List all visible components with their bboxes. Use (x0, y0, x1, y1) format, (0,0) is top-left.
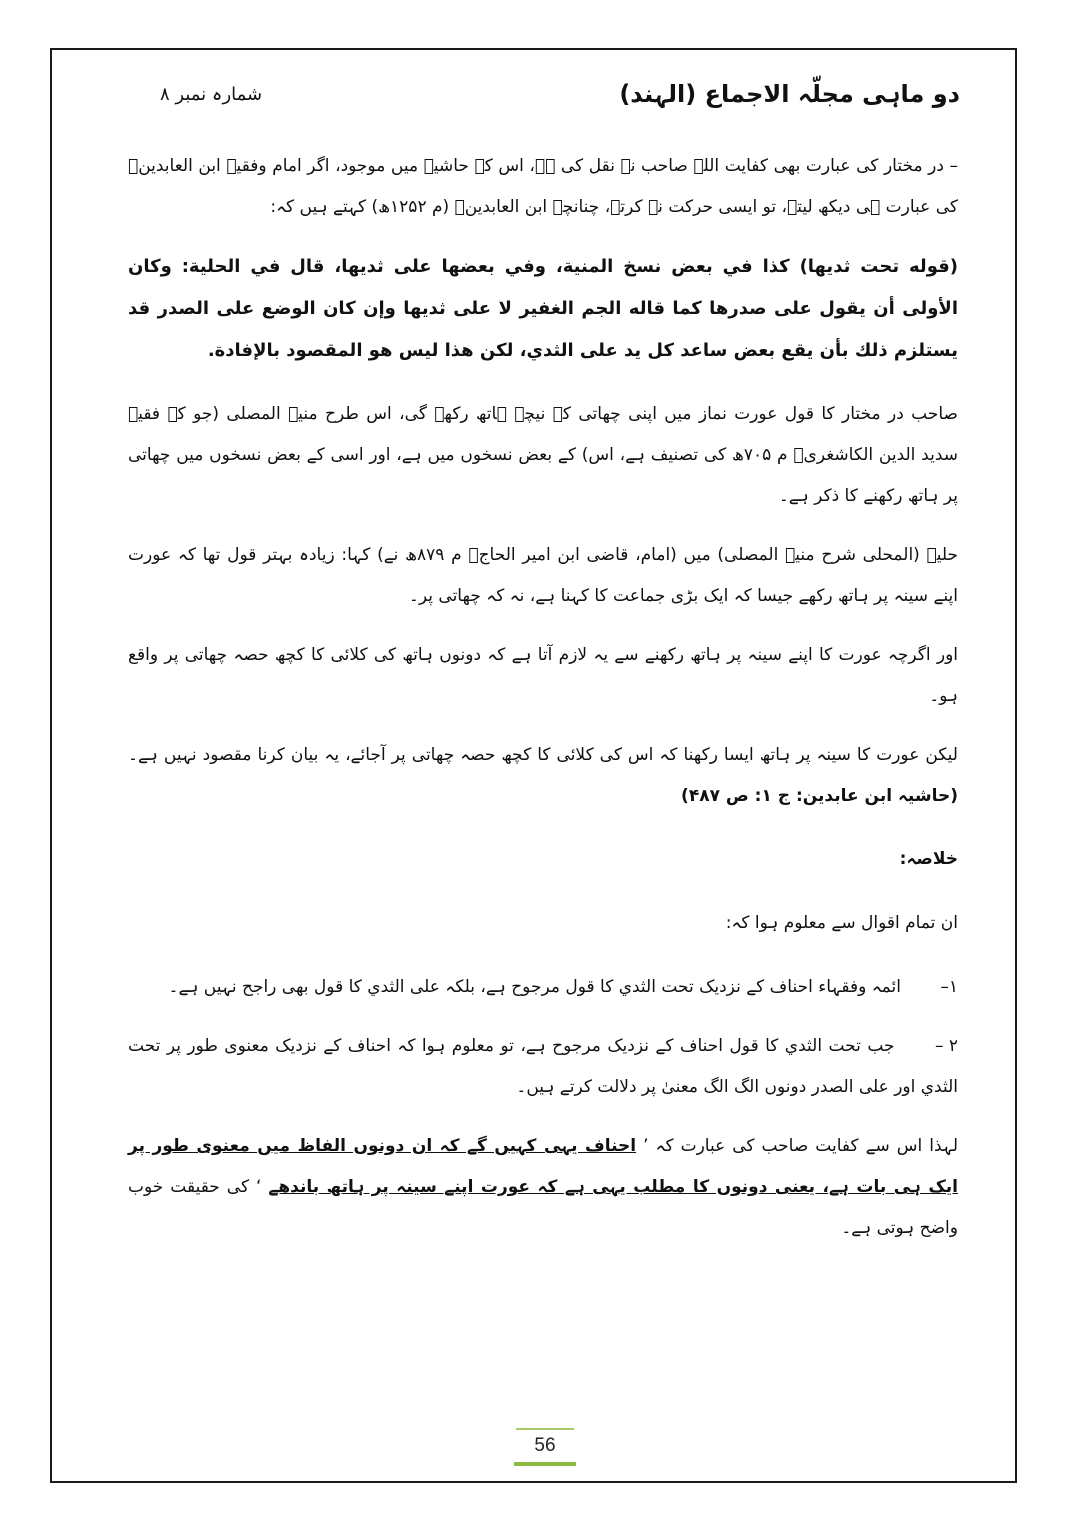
conclusion-end: ‘ کی حقیقت خوب واضح ہوتی ہے۔ (128, 1177, 958, 1238)
paragraph-text: لیکن عورت کا سینہ پر ہاتھ ایسا رکھنا کہ اس کی کلائی کا کچھ حصہ چھاتی پر آجائے، یہ بیان کرنا مقصود نہیں ہے۔ (128, 745, 958, 765)
page-footer (510, 1428, 580, 1473)
paragraph-translation-1: صاحب در مختار کا قول عورت نماز میں اپنی چھاتی کے نیچے ہاتھ رکھے گی، اس طرح منیۃ المصلی (جو کہ فقیہ سدید الدین الکاشغریؒ م ۷۰۵ھ کی تصنیف ہے، اس) کے بعض نسخوں میں ہے، اور اسی کے بعض نسخوں میں چھاتی پر ہاتھ رکھنے کا ذکر ہے۔ (128, 404, 959, 506)
summary-heading: خلاصہ: (899, 849, 958, 869)
conclusion-paragraph (128, 1126, 958, 1249)
paragraph-translation-2: حلیۃ (المحلی شرح منیۃ المصلی) میں (امام، قاضی ابن امیر الحاجؒ م ۸۷۹ھ نے) کہا: زیادہ بہتر قول تھا کہ عورت اپنے سینہ پر ہاتھ رکھے جیسا کہ ایک بڑی جماعت کا کہنا ہے، نہ کہ چھاتی پر۔ (128, 545, 958, 606)
conclusion-quoted-phrase: احناف یہی کہیں گے کہ ان دونوں الفاظ میں معنوی طور پر ایک ہی بات ہے، یعنی دونوں کا مطلب یہی ہے کہ عورت اپنے سینہ پر ہاتھ باندھے (128, 1136, 958, 1197)
issue-number: شمارہ نمبر ۸ (160, 84, 263, 105)
source-citation: (حاشیہ ابن عابدین: ج ۱: ص ۴۸۷) (681, 786, 958, 806)
arabic-quotation: (قوله تحت ثديها) كذا في بعض نسخ المنية، وفي بعضها على ثديها، قال في الحلية: وكان الأولى أن يقول على صدرها كما قاله الجم الغفير لا على ثديها وإن كان الوضع على الصدر قد يستلزم ذلك بأن يقع بعض ساعد كل يد على الثدي، لكن هذا ليس هو المقصود بالإفادة. (128, 256, 958, 361)
point-text: جب تحت الثدي کا قول احناف کے نزدیک مرجوح ہے، تو معلوم ہوا کہ احناف کے نزدیک معنوی طور پر تحت الثدي اور على الصدر دونوں الگ الگ معنیٰ پر دلالت کرتے ہیں۔ (128, 1036, 958, 1097)
page-number: 56 (534, 1435, 556, 1456)
page-header (110, 78, 960, 118)
summary-intro: ان تمام اقوال سے معلوم ہوا کہ: (725, 913, 958, 933)
point-text: ائمہ وفقہاء احناف کے نزدیک تحت الثدي کا قول مرجوح ہے، بلکہ على الثدي کا قول بھی راجح نہیں ہے۔ (168, 977, 901, 997)
paragraph-translation-4 (128, 735, 958, 817)
point-number: ۱– (940, 977, 958, 997)
summary-point-1 (128, 967, 958, 1008)
conclusion-start: لہذا اس سے کفایت صاحب کی عبارت کہ ’ (643, 1136, 959, 1156)
footer-rule-bottom (514, 1462, 576, 1466)
article-body (128, 146, 958, 1266)
point-number: ۲ – (934, 1036, 958, 1056)
journal-title: دو ماہی مجلّہ الاجماع (الہند) (619, 80, 960, 108)
paragraph-translation-3: اور اگرچہ عورت کا اپنے سینہ پر ہاتھ رکھنے سے یہ لازم آتا ہے کہ دونوں ہاتھ کی کلائی کا کچھ حصہ چھاتی پر واقع ہو۔ (128, 645, 958, 706)
summary-point-2 (128, 1026, 958, 1108)
paragraph-durr-mukhtar: – در مختار کی عبارت بھی کفایت اللہ صاحب نے نقل کی ہے، اس کے حاشیہ میں موجود، اگر امام وفقیہ ابن العابدینؒ کی عبارت ہی دیکھ لیتے، تو ایسی حرکت نہ کرتے، چنانچہ ابن العابدینؒ (م ۱۲۵۲ھ) کہتے ہیں کہ: (128, 156, 958, 217)
